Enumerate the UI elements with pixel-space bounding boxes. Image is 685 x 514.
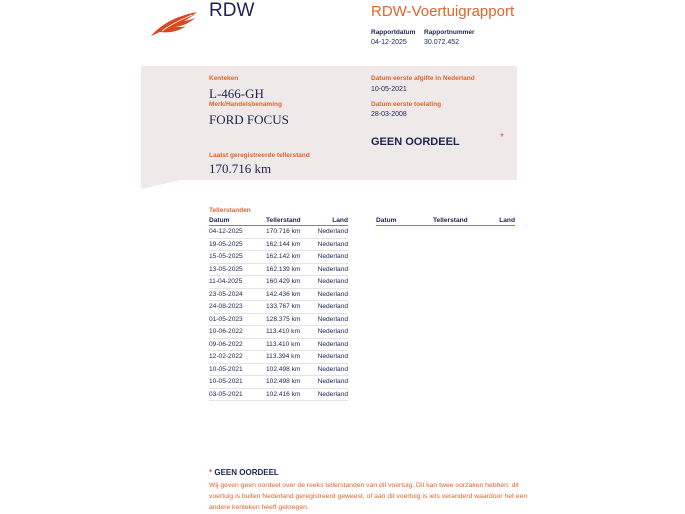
row-odometer: 170.716 km (266, 226, 316, 239)
row-date: 24-08-2023 (209, 301, 266, 314)
first-admission-label: Datum eerste toelating (371, 101, 442, 108)
row-odometer: 102.498 km (266, 376, 316, 389)
row-odometer: 162.144 km (266, 238, 316, 251)
footer-title: GEEN OORDEEL (214, 468, 279, 477)
row-date: 09-06-2022 (209, 338, 266, 351)
footer-explanation: Wij geven geen oordeel over de reeks tellerstanden van dit voertuig. Dit kan twee oorzaken hebben: dit voertuig is buiten Nederland geregistreerd geweest, of aan dit voertuig is iets veranderd waardoor het een andere kenteken heeft gekregen. (209, 482, 528, 511)
row-country: Nederland (316, 288, 348, 301)
row-odometer: 162.142 km (266, 251, 316, 264)
rdw-feather-logo-icon (148, 8, 202, 38)
row-odometer: 102.498 km (266, 363, 316, 376)
odometer-table (209, 216, 348, 401)
report-date-label: Rapportdatum (371, 29, 416, 36)
row-odometer: 142.436 km (266, 288, 316, 301)
row-date: 10-06-2022 (209, 326, 266, 339)
report-number: 30.072.452 (424, 39, 460, 46)
table-row (209, 301, 348, 314)
row-date: 11-04-2025 (209, 276, 266, 289)
first-nl-value: 10-05-2021 (371, 86, 407, 93)
row-date: 04-12-2025 (209, 226, 266, 239)
make-value: FORD FOCUS (209, 112, 289, 127)
odometer-table-header (376, 216, 515, 226)
plate-label: Kenteken (209, 75, 239, 82)
col-date: Datum (209, 216, 266, 226)
verdict-asterisk: * (500, 132, 504, 143)
brand-name: RDW (209, 0, 255, 21)
table-row (209, 251, 348, 264)
table-row (209, 276, 348, 289)
row-country: Nederland (316, 338, 348, 351)
report-date: 04-12-2025 (371, 39, 407, 46)
row-odometer: 128.375 km (266, 313, 316, 326)
row-date: 10-05-2021 (209, 376, 266, 389)
vehicle-summary-panel (141, 66, 517, 180)
row-country: Nederland (316, 363, 348, 376)
row-odometer: 113.394 km (266, 351, 316, 364)
row-country: Nederland (316, 238, 348, 251)
table-row (209, 263, 348, 276)
table-row (209, 238, 348, 251)
col-odometer: Tellerstand (266, 216, 316, 226)
row-date: 03-05-2021 (209, 388, 266, 401)
last-odometer-label: Laatst geregistreerde tellerstand (209, 152, 310, 159)
row-odometer: 102.416 km (266, 388, 316, 401)
table-row (209, 351, 348, 364)
col-odometer: Tellerstand (433, 216, 483, 226)
row-country: Nederland (316, 301, 348, 314)
footer-heading (209, 468, 279, 477)
row-odometer: 162.139 km (266, 263, 316, 276)
report-number-label: Rapportnummer (424, 29, 475, 36)
row-odometer: 113.410 km (266, 338, 316, 351)
row-date: 13-05-2025 (209, 263, 266, 276)
table-row (209, 376, 348, 389)
table-row (209, 288, 348, 301)
row-country: Nederland (316, 251, 348, 264)
table-row (209, 226, 348, 239)
panel-tail-decoration (141, 180, 181, 189)
col-country: Land (316, 216, 348, 226)
row-odometer: 160.429 km (266, 276, 316, 289)
row-country: Nederland (316, 263, 348, 276)
row-country: Nederland (316, 351, 348, 364)
odometer-section-title: Tellerstanden (209, 207, 251, 214)
last-odometer-value: 170.716 km (209, 161, 272, 176)
row-date: 01-05-2023 (209, 313, 266, 326)
row-date: 12-02-2022 (209, 351, 266, 364)
row-odometer: 133.767 km (266, 301, 316, 314)
row-country: Nederland (316, 376, 348, 389)
row-date: 23-05-2024 (209, 288, 266, 301)
odometer-table-secondary (376, 216, 515, 226)
row-country: Nederland (316, 313, 348, 326)
row-date: 15-05-2025 (209, 251, 266, 264)
row-country: Nederland (316, 326, 348, 339)
table-row (209, 326, 348, 339)
make-label: Merk/Handelsbenaming (209, 101, 282, 108)
row-odometer: 113.410 km (266, 326, 316, 339)
table-row (209, 388, 348, 401)
row-country: Nederland (316, 388, 348, 401)
report-title: RDW-Voertuigrapport (371, 3, 515, 20)
verdict-value: GEEN OORDEEL (371, 136, 460, 148)
row-country: Nederland (316, 276, 348, 289)
first-admission-value: 28-03-2008 (371, 111, 407, 118)
row-date: 10-05-2021 (209, 363, 266, 376)
row-country: Nederland (316, 226, 348, 239)
table-row (209, 363, 348, 376)
row-date: 19-05-2025 (209, 238, 266, 251)
footer-asterisk: * (209, 468, 213, 477)
col-date: Datum (376, 216, 433, 226)
table-row (209, 338, 348, 351)
table-row (209, 313, 348, 326)
odometer-table-header (209, 216, 348, 226)
plate-value: L-466-GH (209, 86, 264, 101)
col-country: Land (483, 216, 515, 226)
first-nl-label: Datum eerste afgifte in Nederland (371, 75, 475, 82)
